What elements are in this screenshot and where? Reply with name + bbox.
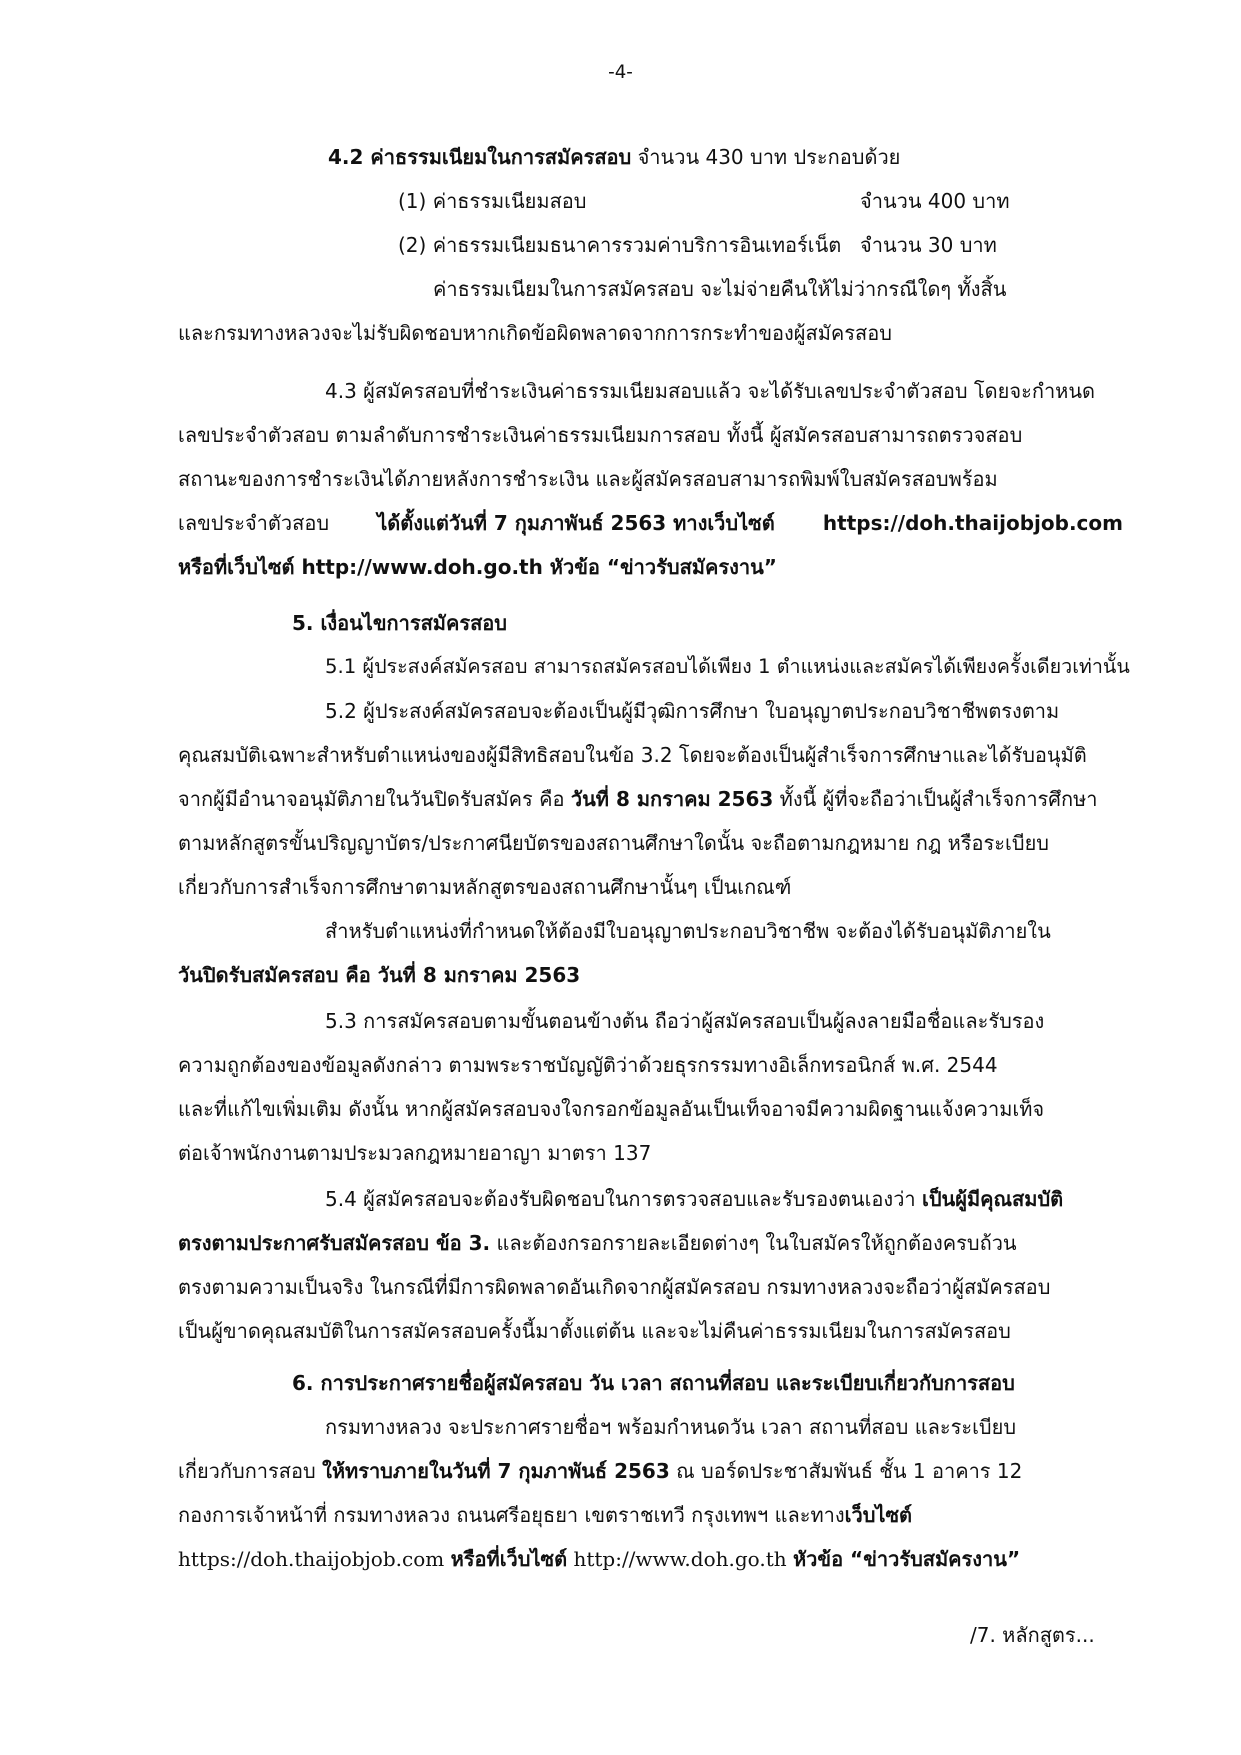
section-4-3-line-2: เลขประจำตัวสอบ ตามลำดับการชำระเงินค่าธรรมเนียมการสอบ ทั้งนี้ ผู้สมัครสอบสามารถตรวจสอบ (178, 423, 1023, 447)
section-4-2-amount: จำนวน 430 บาท ประกอบด้วย (631, 145, 901, 169)
exam-id-label: เลขประจำตัวสอบ (178, 511, 330, 535)
section-5-2-line-1: 5.2 ผู้ประสงค์สมัครสอบจะต้องเป็นผู้มีวุฒิการศึกษา ใบอนุญาตประกอบวิชาชีพตรงตาม (325, 699, 1060, 723)
section-5-4-line-2 (178, 1228, 1017, 1258)
section-5-heading: 5. เงื่อนไขการสมัครสอบ (292, 611, 507, 635)
thaijobjob-url-2: https://doh.thaijobjob.com (178, 1547, 451, 1571)
print-date-text: ได้ตั้งแต่วันที่ 7 กุมภาพันธ์ 2563 ทางเว็บไซต์ (377, 511, 775, 535)
fee-note-line-2: และกรมทางหลวงจะไม่รับผิดชอบหากเกิดข้อผิดพลาดจากการกระทำของผู้สมัครสอบ (178, 321, 892, 345)
section-5-2-line-3-a: จากผู้มีอำนาจอนุมัติภายในวันปิดรับสมัคร คือ (178, 787, 571, 811)
or-website-label: หรือที่เว็บไซต์ (450, 1547, 568, 1571)
section-6-line-2-a: เกี่ยวกับการสอบ (178, 1459, 323, 1483)
section-5-2b-line-1: สำหรับตำแหน่งที่กำหนดให้ต้องมีใบอนุญาตประกอบวิชาชีพ จะต้องได้รับอนุมัติภายใน (325, 919, 1051, 943)
topic-label: หัวข้อ “ข่าวรับสมัครงาน” (792, 1547, 1021, 1571)
thaijobjob-url: https://doh.thaijobjob.com (822, 511, 1123, 535)
section-4-3-line-5: หรือที่เว็บไซต์ http://www.doh.go.th หัวข้อ “ข่าวรับสมัครงาน” (178, 555, 777, 579)
section-4-2-heading (328, 142, 900, 172)
section-6-line-3-b: เว็บไซต์ (844, 1503, 913, 1527)
section-5-3-line-1: 5.3 การสมัครสอบตามขั้นตอนข้างต้น ถือว่าผู้สมัครสอบเป็นผู้ลงลายมือชื่อและรับรอง (325, 1009, 1045, 1033)
section-6-line-2 (178, 1456, 1022, 1486)
section-5-4-line-4: เป็นผู้ขาดคุณสมบัติในการสมัครสอบครั้งนี้มาตั้งแต่ต้น และจะไม่คืนค่าธรรมเนียมในการสมัครสอบ (178, 1319, 1011, 1343)
section-5-1: 5.1 ผู้ประสงค์สมัครสอบ สามารถสมัครสอบได้เพียง 1 ตำแหน่งและสมัครได้เพียงครั้งเดียวเท่านั้น (325, 655, 1130, 678)
section-5-4-line-2-a: ตรงตามประกาศรับสมัครสอบ ข้อ 3. (178, 1231, 491, 1255)
closing-date: วันที่ 8 มกราคม 2563 (570, 787, 774, 811)
section-5-3-line-2: ความถูกต้องของข้อมูลดังกล่าว ตามพระราชบัญญัติว่าด้วยธุรกรรมทางอิเล็กทรอนิกส์ พ.ศ. 2544 (178, 1053, 998, 1077)
section-5-2-line-2: คุณสมบัติเฉพาะสำหรับตำแหน่งของผู้มีสิทธิสอบในข้อ 3.2 โดยจะต้องเป็นผู้สำเร็จการศึกษาและได้รับอนุมัติ (178, 743, 1087, 767)
announcement-date: ให้ทราบภายในวันที่ 7 กุมภาพันธ์ 2563 (322, 1459, 670, 1483)
section-6-line-4 (178, 1544, 1020, 1574)
section-4-3-line-4 (178, 508, 1123, 538)
fee-item-2-label: (2) ค่าธรรมเนียมธนาคารรวมค่าบริการอินเทอร์เน็ต (398, 233, 842, 257)
section-5-4-line-2-b: และต้องกรอกรายละเอียดต่างๆ ในใบสมัครให้ถูกต้องครบถ้วน (490, 1231, 1017, 1255)
section-5-2-line-4: ตามหลักสูตรขั้นปริญญาบัตร/ประกาศนียบัตรของสถานศึกษาใดนั้น จะถือตามกฎหมาย กฎ หรือระเบียบ (178, 831, 1049, 855)
section-6-line-3-a: กองการเจ้าหน้าที่ กรมทางหลวง ถนนศรีอยุธยา เขตราชเทวี กรุงเทพฯ และทาง (178, 1503, 845, 1527)
section-5-2-line-3-c: ทั้งนี้ ผู้ที่จะถือว่าเป็นผู้สำเร็จการศึกษา (773, 787, 1098, 811)
section-6-line-3 (178, 1500, 912, 1530)
section-4-2-title: 4.2 ค่าธรรมเนียมในการสมัครสอบ (328, 145, 632, 169)
section-5-3-line-4: ต่อเจ้าพนักงานตามประมวลกฎหมายอาญา มาตรา 137 (178, 1141, 652, 1165)
page-number: -4- (608, 62, 633, 83)
section-5-2b-line-2: วันปิดรับสมัครสอบ คือ วันที่ 8 มกราคม 2563 (178, 963, 581, 987)
section-4-3-line-3: สถานะของการชำระเงินได้ภายหลังการชำระเงิน และผู้สมัครสอบสามารถพิมพ์ใบสมัครสอบพร้อม (178, 467, 998, 491)
section-6-line-2-c: ณ บอร์ดประชาสัมพันธ์ ชั้น 1 อาคาร 12 (669, 1459, 1023, 1483)
section-6-heading: 6. การประกาศรายชื่อผู้สมัครสอบ วัน เวลา สถานที่สอบ และระเบียบเกี่ยวกับการสอบ (292, 1371, 1015, 1395)
section-6-line-1: กรมทางหลวง จะประกาศรายชื่อฯ พร้อมกำหนดวัน เวลา สถานที่สอบ และระเบียบ (325, 1415, 1017, 1439)
section-5-4-line-1-a: 5.4 ผู้สมัครสอบจะต้องรับผิดชอบในการตรวจสอบและรับรองตนเองว่า (325, 1187, 923, 1211)
continuation-note: /7. หลักสูตร... (970, 1623, 1095, 1647)
fee-item-2-amount: จำนวน 30 บาท (860, 233, 997, 257)
section-5-4-line-1 (325, 1184, 1063, 1214)
section-5-4-line-3: ตรงตามความเป็นจริง ในกรณีที่มีการผิดพลาดอันเกิดจากผู้สมัครสอบ กรมทางหลวงจะถือว่าผู้สมัครสอบ (178, 1275, 1051, 1299)
section-5-4-line-1-b: เป็นผู้มีคุณสมบัติ (922, 1187, 1064, 1211)
section-5-3-line-3: และที่แก้ไขเพิ่มเติม ดังนั้น หากผู้สมัครสอบจงใจกรอกข้อมูลอันเป็นเท็จอาจมีความผิดฐานแจ้งความเท็จ (178, 1097, 1045, 1121)
fee-note-line-1: ค่าธรรมเนียมในการสมัครสอบ จะไม่จ่ายคืนให้ไม่ว่ากรณีใดๆ ทั้งสิ้น (433, 277, 1007, 301)
section-4-3-line-1: 4.3 ผู้สมัครสอบที่ชำระเงินค่าธรรมเนียมสอบแล้ว จะได้รับเลขประจำตัวสอบ โดยจะกำหนด (325, 379, 1096, 403)
doh-url: http://www.doh.go.th (567, 1547, 793, 1571)
fee-item-1-amount: จำนวน 400 บาท (860, 189, 1010, 213)
fee-item-1-label: (1) ค่าธรรมเนียมสอบ (398, 189, 587, 213)
section-5-2-line-5: เกี่ยวกับการสำเร็จการศึกษาตามหลักสูตรของสถานศึกษานั้นๆ เป็นเกณฑ์ (178, 875, 792, 899)
section-5-2-line-3 (178, 784, 1098, 814)
